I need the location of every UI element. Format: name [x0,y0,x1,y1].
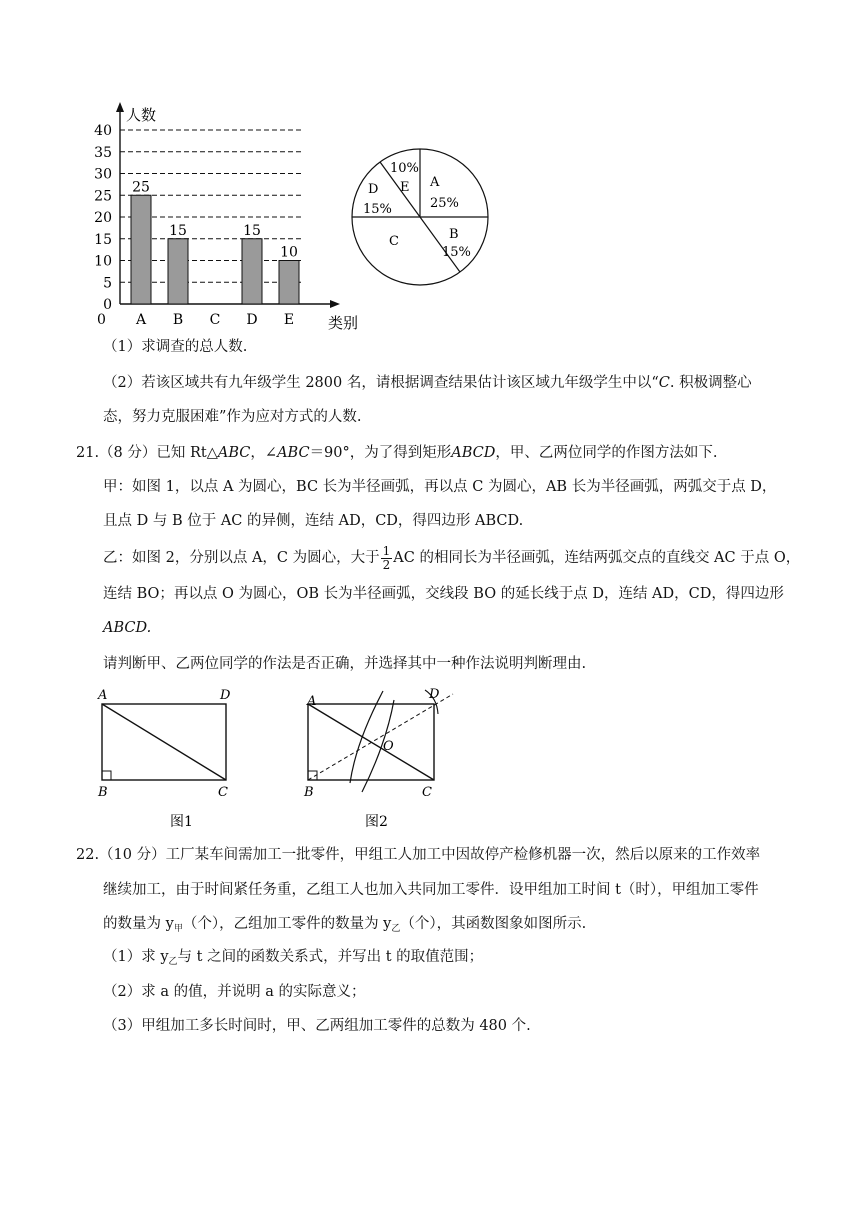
bar-label-b: 15 [169,222,187,239]
fig2-label-a: A [307,694,317,709]
x-category-label: E [283,312,295,328]
q20-sub2-text: （2）若该区域共有九年级学生 2800 名，请根据调查结果估计该区域九年级学生中以“ [103,375,659,391]
q21-ask: 请判断甲、乙两位同学的作法是否正确，并选择其中一种作法说明判断理由. [103,656,587,672]
q22-line3-b: （个），乙组加工零件的数量为 y [182,916,392,932]
y-axis-label: 人数 [126,106,157,124]
q21-yi-line3: ABCD. [103,620,152,636]
fig1-label-b: B [98,785,108,800]
bar-d [242,239,262,304]
fig1-label-c: C [218,785,228,800]
y-tick-label: 10 [94,253,112,270]
bar-chart [88,100,373,332]
y-tick-label: 20 [94,210,112,226]
x-category-label: D [246,312,258,328]
pie-label-d-pct: 15% [363,202,392,217]
fig2-label-c: C [422,785,432,800]
q21-stem [76,443,718,463]
q21-p3: ABC [277,445,310,461]
q22-line3-a: 的数量为 y [103,916,174,932]
x-category-label: C [209,312,221,328]
pie-label-e-name: E [400,180,410,195]
q21-yi-line1 [103,543,800,573]
y-tick-label: 15 [94,231,112,248]
q20-sub2-end: . 积极调整心 [669,375,752,391]
q21-yi-line2: 连结 BO；再以点 O 为圆心，OB 长为半径画弧，交线段 BO 的延长线于点 D，连结 AD，CD，得四边形 [103,586,784,602]
pie-label-b-pct: 15% [442,245,471,260]
y-tick-label: 25 [94,188,112,205]
q22-sub2: （2）求 a 的值，并说明 a 的实际意义； [103,984,366,1000]
q21-p2: ，∠ [250,445,278,461]
figure-2 [298,684,463,834]
fig1-diagonal-ac [102,704,226,780]
q21-number: 21.（8 分）已知 Rt△ [76,445,218,461]
y-tick-label: 30 [94,166,112,183]
fig1-label-d: D [220,688,231,703]
q22-line3 [103,914,586,936]
bar-label-a: 25 [132,179,150,196]
pie-label-e-pct: 10% [390,161,419,176]
q21-p5: ABCD [451,445,496,461]
q20-sub2-line2: 态，努力克服困难”作为应对方式的人数. [103,409,362,425]
q22-line1: 22.（10 分）工厂某车间需加工一批零件，甲组工人加工中因故停产检修机器一次，然后以原来的工作效率 [76,847,761,863]
q22-line2: 继续加工，由于时间紧任务重，乙组工人也加入共同加工零件．设甲组加工时间 t（时），甲组加工零件 [103,882,759,898]
fig1-caption: 图1 [170,814,193,830]
bar-label-d: 15 [243,222,261,239]
fig2-label-d: D [429,687,440,702]
q20-sub2-c: C [658,375,670,391]
q22-sub1 [103,947,483,969]
y-tick-label: 5 [103,275,112,292]
fig1-right-angle-mark [102,771,111,780]
q21-yi-text-b: AC 的相同长为半径画弧，连结两弧交点的直线交 AC 于点 O， [393,550,801,566]
q20-sub2-line1 [103,373,752,393]
q22-sub-yi: 乙 [391,924,401,934]
fig1-label-a: A [98,688,108,703]
q22-line3-c: （个），其函数图象如图所示. [400,916,587,932]
fig2-caption: 图2 [365,814,388,830]
x-category-label: B [172,312,184,328]
bar-e [279,261,299,305]
pie-label-b-name: B [449,227,459,242]
origin-label: 0 [97,312,106,328]
q21-jia-line2: 且点 D 与 B 位于 AC 的异侧，连结 AD，CD，得四边形 ABCD. [103,513,524,529]
bar-label-e: 10 [280,244,298,261]
q22-sub1-a: （1）求 y [103,949,169,965]
x-axis-arrow [330,300,340,308]
bar-a [131,195,151,304]
x-axis-label: 类别 [328,314,359,332]
fraction-one-half [381,545,393,572]
y-tick-label: 0 [103,297,112,313]
fig2-label-b: B [304,785,314,800]
fig2-dashed-bd [308,694,453,780]
bar-b [168,239,188,304]
y-tick-label: 35 [94,144,112,161]
fraction-denominator: 2 [382,557,391,572]
y-tick-label: 40 [94,123,112,139]
pie-label-d-name: D [368,182,379,197]
q22-sub1-yi: 乙 [168,957,178,967]
pie-label-c-name: C [389,234,399,249]
q22-sub3: （3）甲组加工多长时间时，甲、乙两组加工零件的总数为 480 个. [103,1018,531,1034]
q21-jia-line1: 甲：如图 1，以点 A 为圆心，BC 长为半径画弧，再以点 C 为圆心，AB 长为半径画弧，两弧交于点 D， [103,479,777,495]
fraction-numerator: 1 [382,543,391,558]
q22-sub1-b: 与 t 之间的函数关系式，并写出 t 的取值范围； [177,949,484,965]
y-axis-arrow [116,102,124,112]
fig2-arc-left [350,691,383,783]
fig2-label-o: O [383,739,394,754]
pie-label-a-pct: 25% [430,196,459,211]
pie-chart [348,148,493,288]
pie-label-a-name: A [430,175,440,190]
q21-yi-text-a: 乙：如图 2，分别以点 A，C 为圆心，大于 [103,550,380,566]
q22-sub-jia: 甲 [173,924,183,934]
figure-1 [92,684,242,834]
q21-p1: ABC [217,445,251,461]
q20-sub1: （1）求调查的总人数. [103,339,248,355]
q21-p4: ＝90°，为了得到矩形 [309,445,452,461]
x-category-label: A [135,312,147,328]
q21-p6: ，甲、乙两位同学的作图方法如下. [495,445,718,461]
